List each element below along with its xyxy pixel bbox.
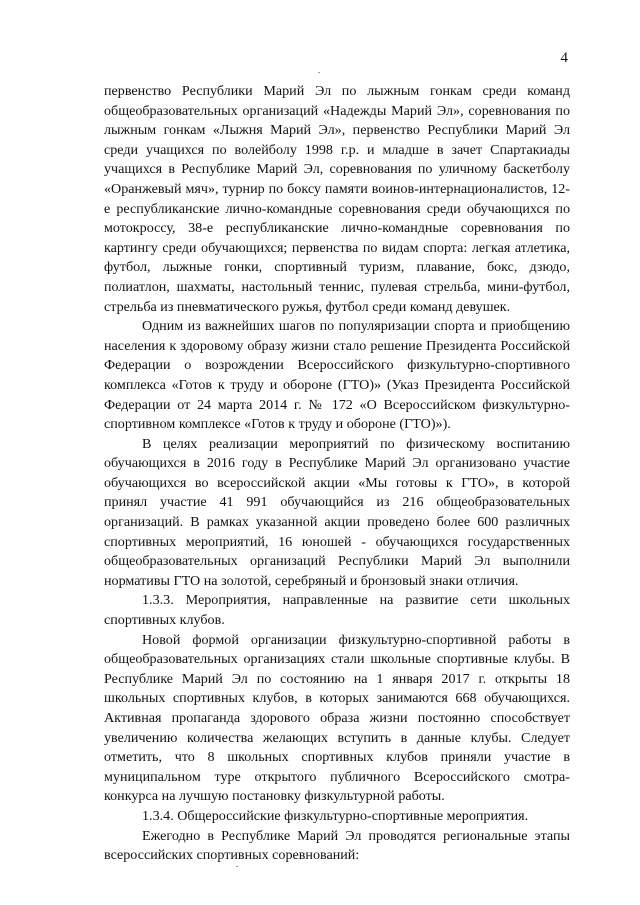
paragraph-gto-campaign: В целях реализации мероприятий по физическому воспитанию обучающихся в 2016 году в Республике Марий Эл организовано участие обучающихся во всероссийской акции «Мы готовы к ГТО», в которой принял участие 41 991 обучающийся из 216 общеобразовательных организаций. В рамках указанной акции проведено более 600 различных спортивных мероприятий, 16 юношей - обучающихся государственных общеобразовательных организаций Республики Марий Эл выполнили нормативы ГТО на золотой, серебряный и бронзовый знаки отличия. <box>104 435 570 589</box>
paragraph-gto-revival: Одним из важнейших шагов по популяризации спорта и приобщению населения к здоровому образу жизни стало решение Президента Российской Федерации о возрождении Всероссийского физкультурно-спортивного комплекса «Готов к труду и обороне (ГТО)» (Указ Президента Российской Федерации от 24 марта 2014 г. № 172 «О Всероссийском физкультурно-спортивном комплексе «Готов к труду и обороне (ГТО)»). <box>104 318 570 433</box>
paragraph-regional-stages: Ежегодно в Республике Марий Эл проводятся региональные этапы всероссийских спортивных соревнований: <box>104 827 570 864</box>
scan-speck <box>318 72 320 73</box>
page-number: 4 <box>560 50 568 66</box>
paragraph-sports-events-list: первенство Республики Марий Эл по лыжным гонкам среди команд общеобразовательных организаций «Надежды Марий Эл», соревнования по лыжным гонкам «Лыжня Марий Эл», первенство Республики Марий Эл среди учащихся по волейболу 1998 г.р. и младше в зачет Спартакиады учащихся в Республике Марий Эл, соревнования по уличному баскетболу «Оранжевый мяч», турнир по боксу памяти воинов-интернационалистов, 12-е республиканские лично-командные соревнования среди обучающихся по мотокроссу, 38-е республиканские лично-командные соревнования по картингу среди обучающихся; первенства по видам спорта: легкая атлетика, футбол, лыжные гонки, спортивный туризм, плавание, бокс, дзюдо, полиатлон, шахматы, настольный теннис, пулевая стрельба, мини-футбол, стрельба из пневматического ружья, футбол среди команд девушек. <box>104 83 570 315</box>
heading-1-3-4: 1.3.4. Общероссийские физкультурно-спортивные мероприятия. <box>142 807 529 824</box>
scan-speck <box>236 866 238 867</box>
document-body <box>104 82 570 866</box>
paragraph-school-sports-clubs: Новой формой организации физкультурно-спортивной работы в общеобразовательных организациях стали школьные спортивные клубы. В Республике Марий Эл по состоянию на 1 января 2017 г. открыты 18 школьных спортивных клубов, в которых занимаются 668 обучающихся. Активная пропаганда здорового образа жизни постоянно способствует увеличению количества желающих вступить в данные клубы. Следует отметить, что 8 школьных спортивных клубов приняли участие в муниципальном туре открытого публичного Всероссийского смотра-конкурса на лучшую постановку физкультурной работы. <box>104 631 570 805</box>
heading-1-3-3: 1.3.3. Мероприятия, направленные на развитие сети школьных спортивных клубов. <box>104 592 570 629</box>
